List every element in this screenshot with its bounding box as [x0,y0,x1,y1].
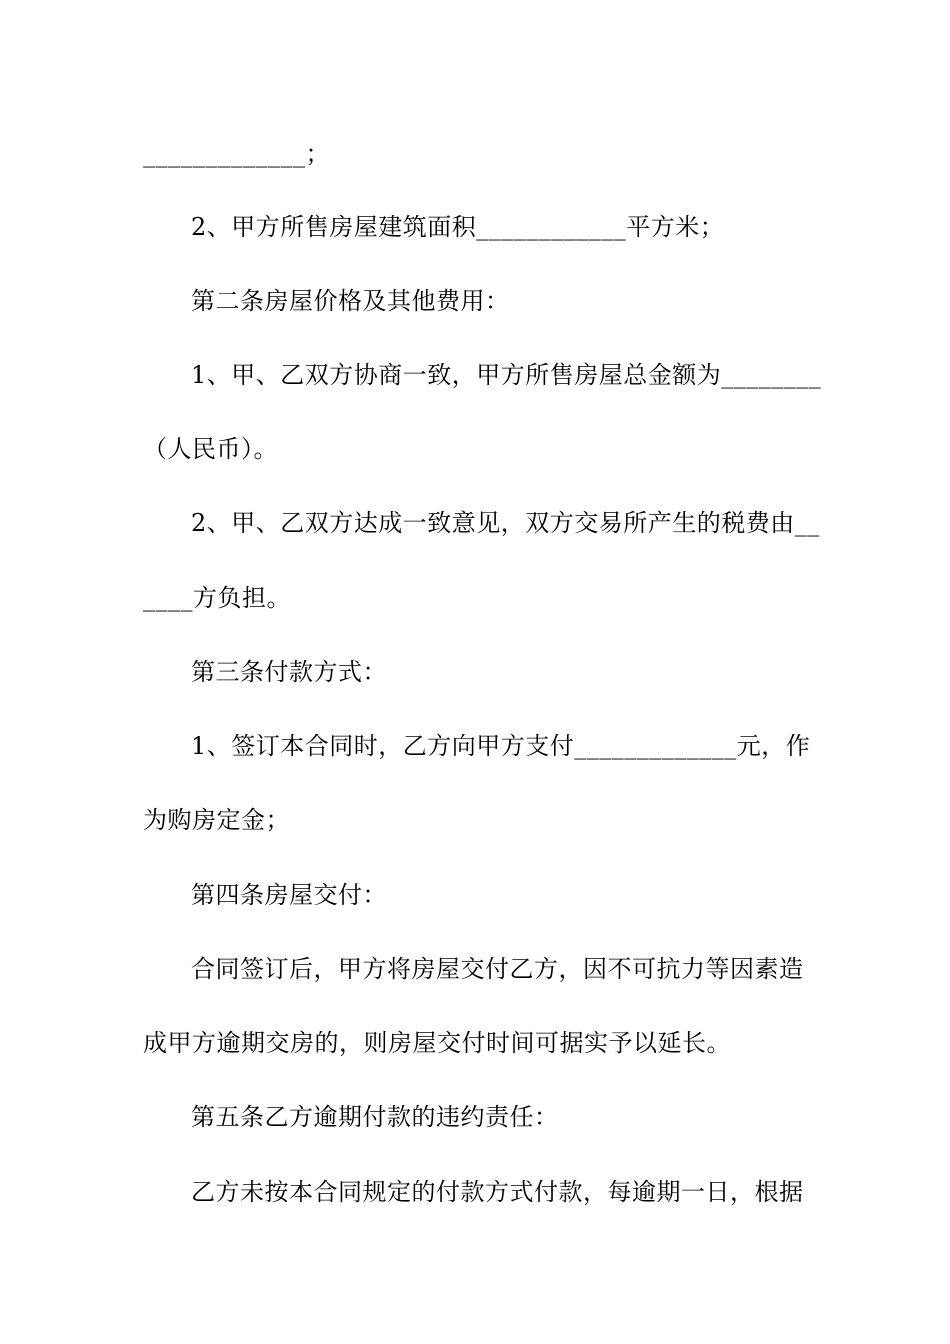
text-line-5: （人民币）。 [143,435,278,463]
section-heading-2: 第二条房屋价格及其他费用： [191,287,510,315]
text-line-9: 1、签订本合同时，乙方向甲方支付_____________元，作 [191,732,811,760]
text-line-2: 2、甲方所售房屋建筑面积____________平方米； [191,213,725,241]
section-heading-5: 第五条乙方逾期付款的违约责任： [191,1103,559,1131]
section-heading-3: 第三条付款方式： [191,658,387,686]
text-line-13: 成甲方逾期交房的，则房屋交付时间可据实予以延长。 [143,1029,731,1057]
text-line-7: ____方负担。 [143,584,291,612]
text-line-1: _____________； [143,140,330,168]
text-line-4: 1、甲、乙双方协商一致，甲方所售房屋总金额为________ [191,361,822,389]
section-heading-4: 第四条房屋交付： [191,881,387,909]
text-line-6: 2、甲、乙双方达成一致意见，双方交易所产生的税费由__ [191,509,820,537]
text-line-12: 合同签订后，甲方将房屋交付乙方，因不可抗力等因素造 [191,955,804,983]
text-line-15: 乙方未按本合同规定的付款方式付款，每逾期一日，根据 [191,1178,804,1206]
text-line-10: 为购房定金； [143,806,290,834]
